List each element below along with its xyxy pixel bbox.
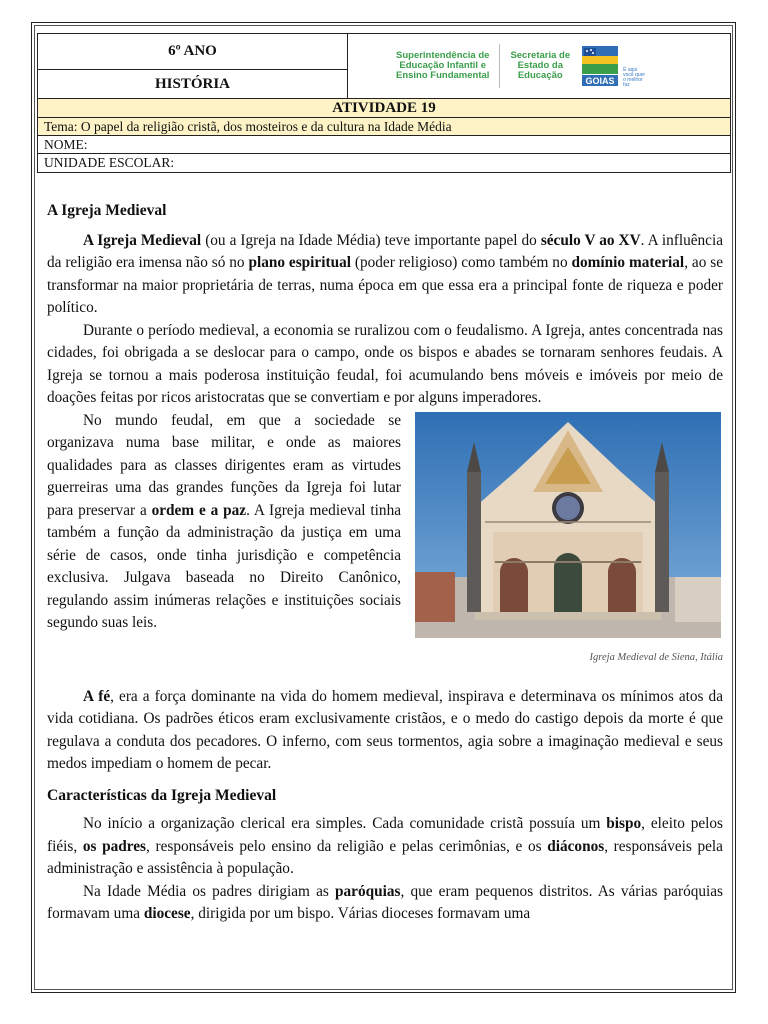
text-run: (poder religioso) como também no xyxy=(350,254,572,271)
logo-line: Secretaria de xyxy=(510,50,571,61)
text-run: . A Igreja medieval tinha também a função da administração da justiça em uma série de casos, onde tinha jurisdição e competência exclusiva. Julgava baseada no Direito Canônico, regulando assim inúmeras relações e instituições sociais segundo suas leis. xyxy=(47,501,402,631)
worksheet-header xyxy=(37,33,731,173)
text-run: . A influência da religião era imensa não só no xyxy=(47,231,724,271)
text-run: , eleito pelos fiéis, xyxy=(47,815,723,855)
bold-term: A Igreja Medieval xyxy=(83,231,202,249)
text-run: , dirigida por um bispo. Várias dioceses formavam uma xyxy=(190,905,531,922)
logo-secretaria xyxy=(510,51,570,81)
logo-line: Superintendência de xyxy=(396,50,490,61)
text-run: , que eram pequenos distritos. As várias paróquias formavam uma xyxy=(47,882,724,922)
name-field[interactable]: NOME: xyxy=(38,136,730,154)
document-body xyxy=(47,200,723,926)
school-field[interactable]: UNIDADE ESCOLAR: xyxy=(44,155,175,170)
bold-term: domínio material xyxy=(571,254,685,271)
bold-term: A fé xyxy=(83,687,111,705)
spacer xyxy=(47,668,723,686)
activity-title: ATIVIDADE 19 xyxy=(38,99,730,118)
goias-tagline: É aqui você quer o melhor faz xyxy=(623,67,646,88)
bold-term: diáconos xyxy=(547,837,605,855)
logo-line: Estado da xyxy=(517,60,563,71)
section-title-igreja-medieval: A Igreja Medieval xyxy=(47,202,167,219)
bold-term: paróquias xyxy=(335,882,401,900)
bold-term: ordem e a paz xyxy=(151,501,247,519)
header-left-cell xyxy=(38,34,348,98)
paragraph-1 xyxy=(47,230,723,320)
logos-area xyxy=(348,34,730,98)
goias-flag-icon xyxy=(580,44,620,88)
bold-term: plano espiritual xyxy=(248,254,351,271)
text-run: (ou a Igreja na Idade Média) teve importante papel do xyxy=(201,231,541,249)
section-title-caracteristicas: Características da Igreja Medieval xyxy=(47,786,277,804)
figure-siena xyxy=(413,412,723,664)
paragraph-6 xyxy=(47,881,723,926)
text-run: , ao se transformar na maior proprietária de terras, numa época em que essa era a principal fonte de riqueza e poder político. xyxy=(47,254,723,316)
text-run: Na Idade Média os padres dirigiam as xyxy=(83,882,335,900)
bold-term: os padres xyxy=(82,837,147,855)
paragraph-5 xyxy=(47,813,723,881)
paragraph-2: Durante o período medieval, a economia se ruralizou com o feudalismo. A Igreja, antes concentrada nas cidades, foi obrigada a se deslocar para o campo, onde os bispos e abades se tornaram senhores feudais. A Igreja se tornou a mais poderosa instituição feudal, foi acumulando bens móveis e imóveis por meio de doações feitas por ricos aristocratas que se convertiam e por alguns imperadores. xyxy=(47,321,723,406)
subject-label: HISTÓRIA xyxy=(154,75,231,92)
text-run: , responsáveis pela administração e assistência à população. xyxy=(47,837,723,877)
bold-term: bispo xyxy=(606,815,642,832)
logo-superintendencia xyxy=(396,51,489,81)
goias-wordmark: GOIAS xyxy=(585,76,615,86)
logo-line: Educação Infantil e xyxy=(399,60,486,71)
text-run: No mundo feudal, em que a sociedade se organizava numa base militar, e onde as maiores qualidades para as classes dirigentes eram as virtudes guerreiras uma das grandes funções da Igreja foi lutar para preservar a xyxy=(47,411,401,519)
text-run: No início a organização clerical era simples. Cada comunidade cristã possuía um xyxy=(83,815,607,832)
siena-cathedral-image xyxy=(415,412,721,638)
paragraph-4 xyxy=(47,686,723,776)
text-run: , era a força dominante na vida do homem medieval, inspirava e determinava os mínimos atos da vida cotidiana. Os padrões éticos eram exclusivamente cristãos, e o medo do castigo depois da morte é que regulava a conduta dos pecadores. O inferno, com seus tormentos, agia sobre a imaginação medieval e seus medos impediam o homem de pecar. xyxy=(47,687,723,772)
bold-term: século V ao XV xyxy=(540,231,641,249)
logo-line: Ensino Fundamental xyxy=(396,70,490,81)
figure-caption: Igreja Medieval de Siena, Itália xyxy=(589,651,723,663)
theme-row: Tema: O papel da religião cristã, dos mosteiros e da cultura na Idade Média xyxy=(38,118,730,136)
logo-separator xyxy=(499,44,500,88)
grade-label: 6º ANO xyxy=(38,34,347,70)
text-run: , responsáveis pelo ensino da religião e pelas cerimônias, e os xyxy=(146,837,548,855)
logo-line: Educação xyxy=(517,70,563,81)
header-top-row xyxy=(38,34,730,99)
goias-logo xyxy=(580,44,645,88)
bold-term: diocese xyxy=(143,905,191,922)
